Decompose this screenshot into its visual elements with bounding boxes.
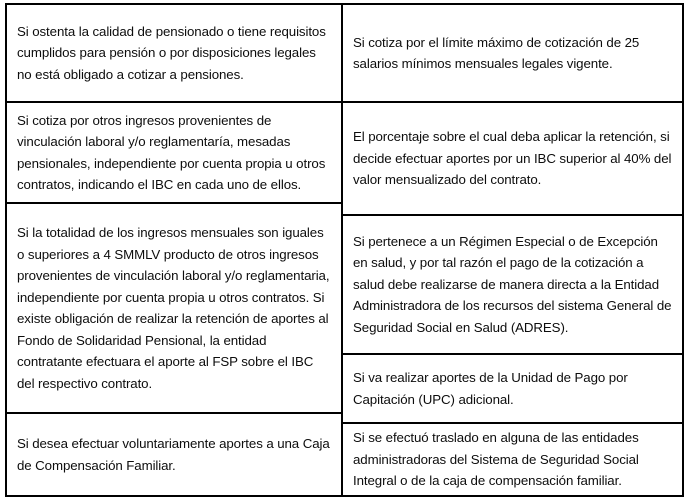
cell-text-left-3: Si la totalidad de los ingresos mensuales son iguales o superiores a 4 SMMLV producto de otros ingresos provenientes de vinculación laboral y/o reglamentaria, independiente por cuenta propia u otros contratos. Si existe obligación de realizar la retención de aportes al Fondo de Solidaridad Pensional, la entidad contratante efectuara el aporte al FSP sobre el IBC del respectivo contrato. <box>17 225 330 391</box>
table-row <box>7 5 341 101</box>
cell-text-right-3: Si pertenece a un Régimen Especial o de Excepción en salud, y por tal razón el pago de la cotización a salud debe realizarse de manera directa a la Entidad Administradora de los recursos del sistema General de Seguridad Social en Salud (ADRES). <box>353 233 672 335</box>
cell-text-right-5: Si se efectuó traslado en alguna de las entidades administradoras del Sistema de Seguridad Social Integral o de la caja de compensación familiar. <box>353 430 639 489</box>
table-row <box>7 412 341 495</box>
cell-text-right-4: Si va realizar aportes de la Unidad de Pago por Capitación (UPC) adicional. <box>353 370 628 407</box>
table-row <box>343 214 682 353</box>
cell-text-right-1: Si cotiza por el límite máximo de cotización de 25 salarios mínimos mensuales legales vigente. <box>353 34 640 71</box>
cell-text-left-4: Si desea efectuar voluntariamente aportes a una Caja de Compensación Familiar. <box>17 436 330 473</box>
table-row <box>7 202 341 412</box>
table-column-left <box>7 5 343 495</box>
table-row <box>343 101 682 214</box>
cell-text-left-2: Si cotiza por otros ingresos provenientes de vinculación laboral y/o reglamentaría, mesadas pensionales, independiente por cuenta propia u otros contratos, indicando el IBC en cada uno de ellos. <box>17 112 326 192</box>
comparison-table <box>5 3 684 497</box>
table-row <box>343 422 682 495</box>
cell-text-right-2: El porcentaje sobre el cual deba aplicar la retención, si decide efectuar aportes por un IBC superior al 40% del valor mensualizado del contrato. <box>353 129 672 188</box>
cell-text-left-1: Si ostenta la calidad de pensionado o tiene requisitos cumplidos para pensión o por disposiciones legales no está obligado a cotizar a pensiones. <box>17 23 326 82</box>
table-row <box>343 5 682 101</box>
table-row <box>7 101 341 202</box>
table-column-right <box>343 5 682 495</box>
table-row <box>343 353 682 422</box>
